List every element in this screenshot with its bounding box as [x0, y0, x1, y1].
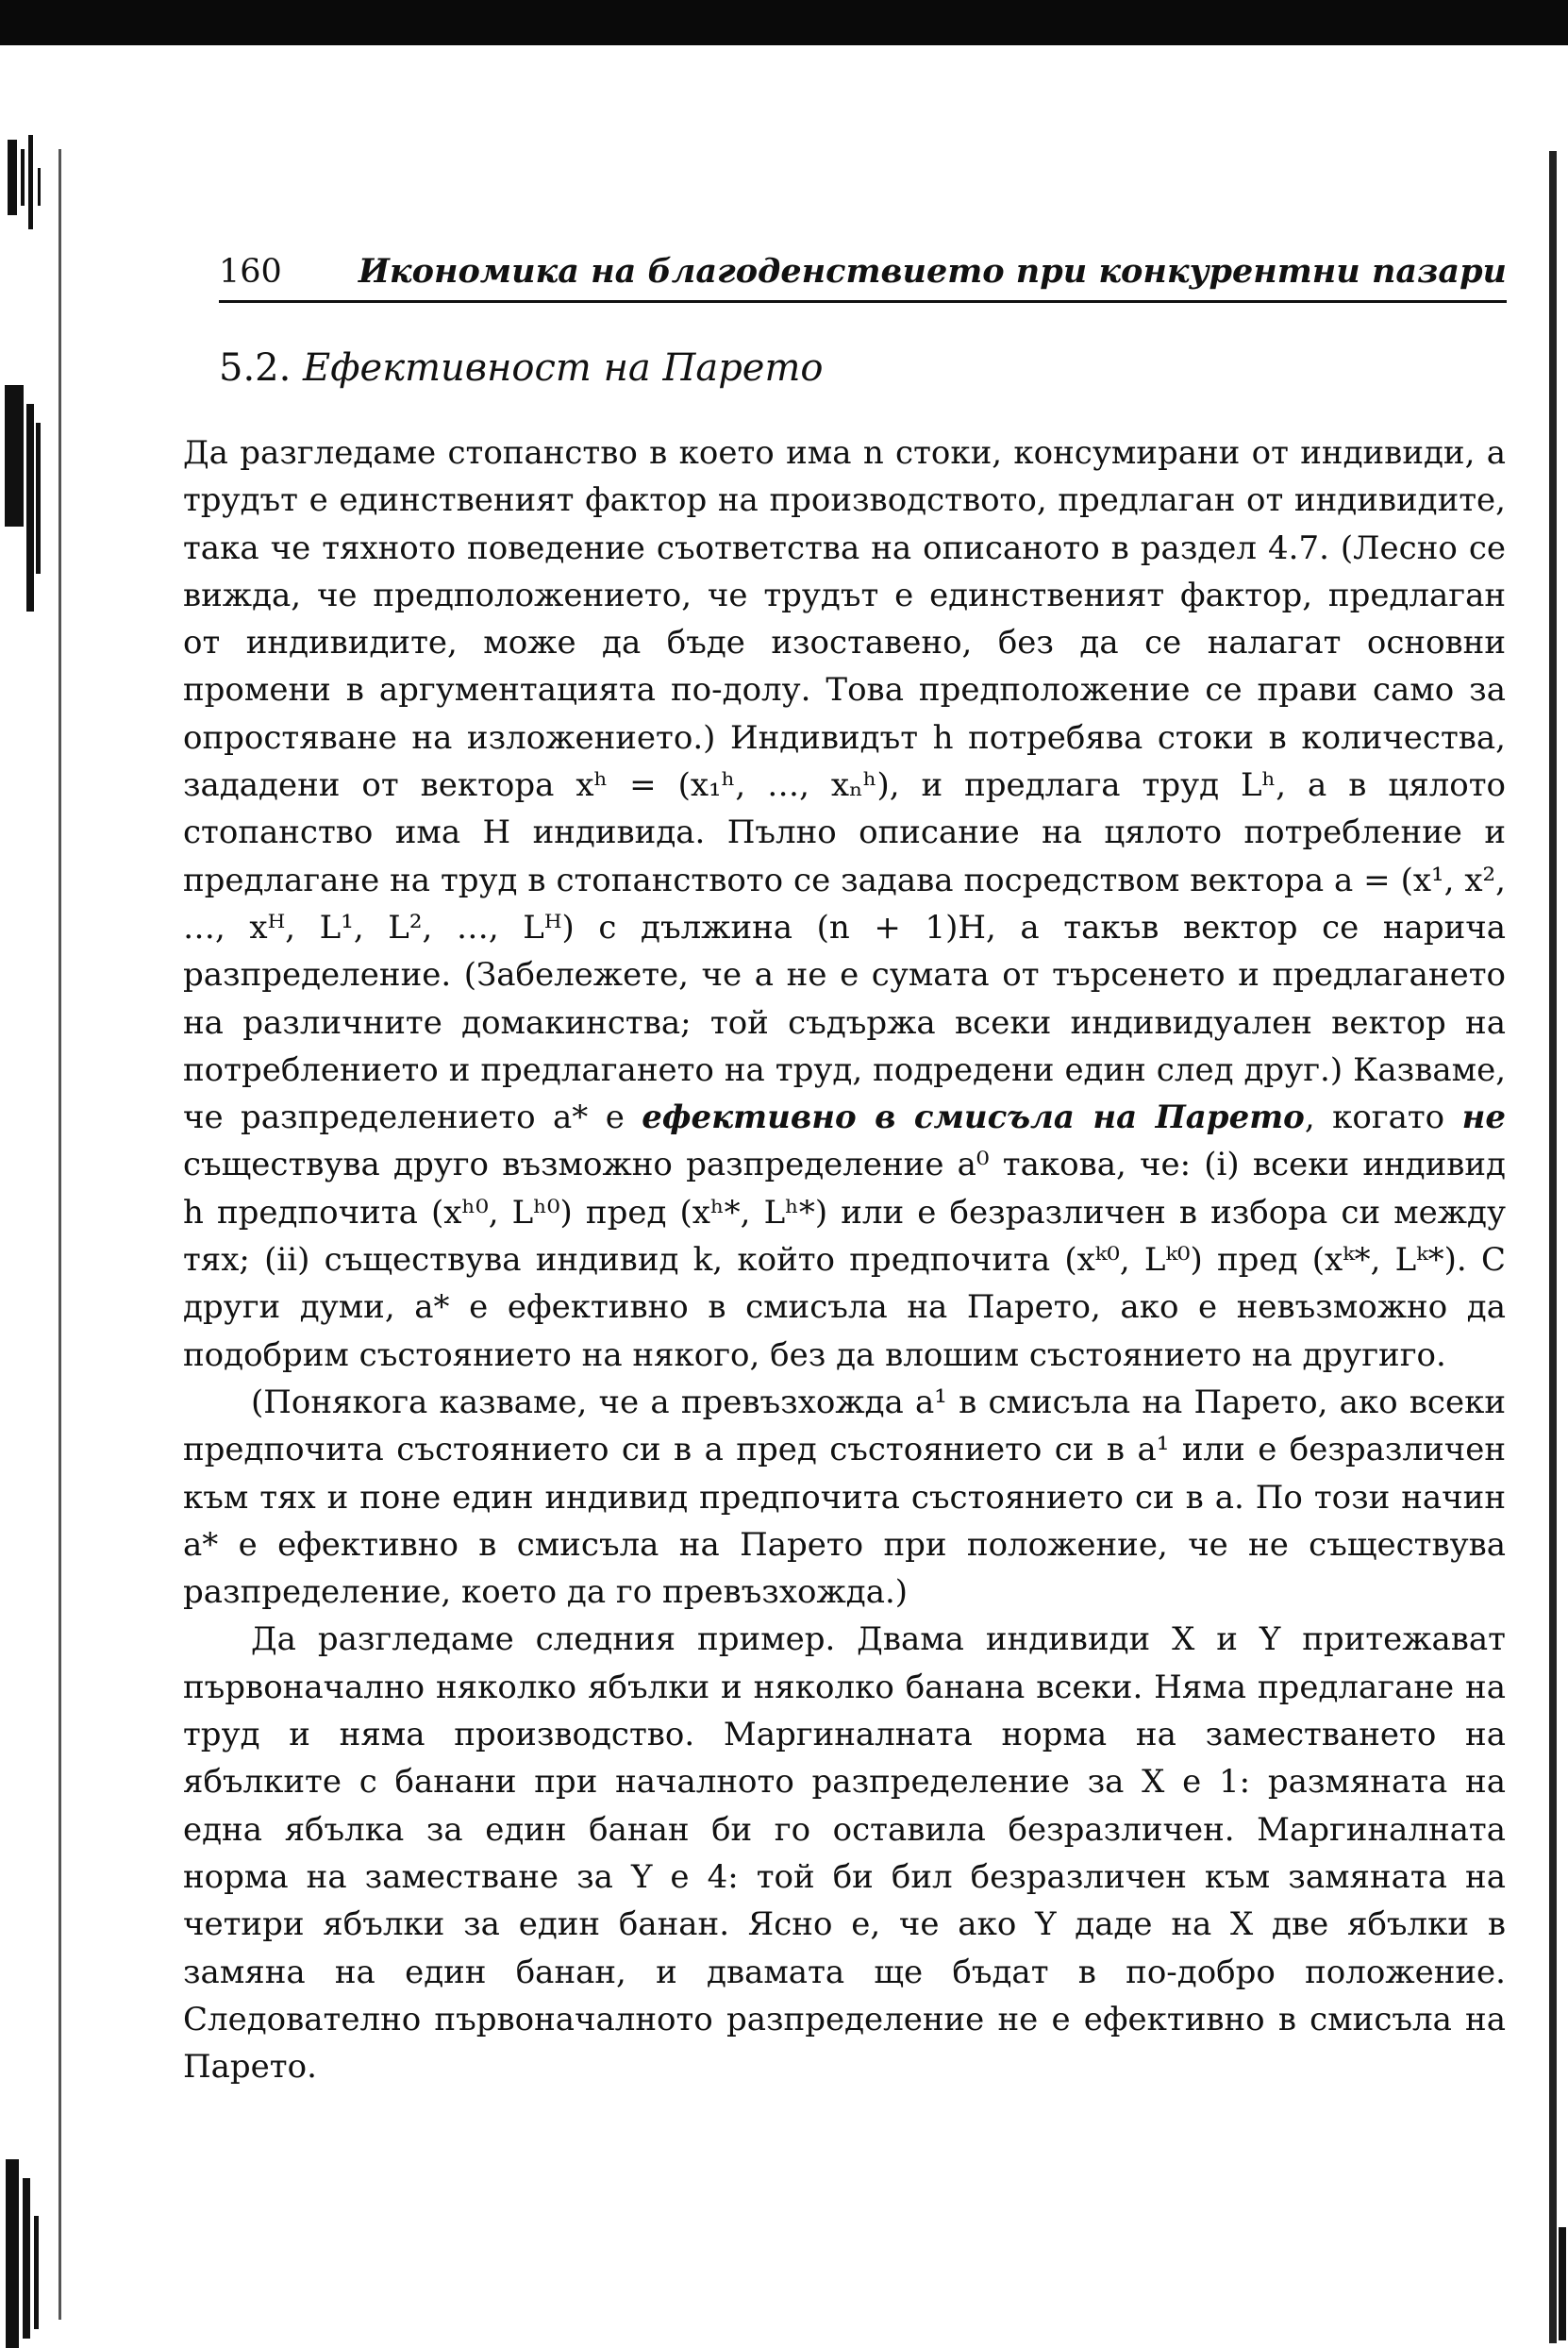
paragraph-2: (Понякога казваме, че a превъзхожда a¹ в смисъла на Парето, ако всеки предпочита състоянието си в a пред състоянието си в a¹ или е безразличен към тях и поне един индивид предпочита състоянието си в a. По този начин a* е ефективно в смисъла на Парето при положение, че не съществува разпределение, което да го превъзхожда.): [183, 1383, 1506, 1612]
emphasis-pareto-efficient: ефективно в смисъла на Парето: [642, 1099, 1305, 1137]
scan-right-edge: [1545, 151, 1568, 2343]
paragraph-1-part-1: Да разгледаме стопанство в което има n стоки, консумирани от индивиди, а трудът е единственият фактор на производството, предлаган от индивидите, така че тяхното поведение съответства на описаното в раздел 4.7. (Лесно се вижда, че предположението, че трудът е единственият фактор, предлаган от индивидите, може да бъде изоставено, без да се налагат основни промени в аргументацията по-долу. Това предположение се прави само за опростяване на изложението.) Индивидът h потребява стоки в количества, зададени от вектора xʰ = (x₁ʰ, …, xₙʰ), и предлага труд Lʰ, а в цялото стопанство има H индивида. Пълно описание на цялото потребление и предлагане на труд в стопанството се задава посредством вектора a = (x¹, x², …, xᴴ, L¹, L², …, Lᴴ) с дължина (n + 1)H, а такъв вектор се нарича разпределение. (Забележете, че a не е сумата от търсенето и предлагането на различните домакинства; той съдържа всеки индивидуален вектор на потреблението и предлагането на труд, подредени един след друг.) Казваме, че разпределението a* е: [183, 434, 1506, 1137]
paragraph-3: Да разгледаме следния пример. Двама индивиди X и Y притежават първоначално няколко ябълки и няколко банана всеки. Няма предлагане на труд и няма производство. Маргиналната норма на заместването на ябълките с банани при началното разпределение за X е 1: размяната на една ябълка за един банан би го оставила безразличен. Маргиналната норма на заместване за Y е 4: той би бил безразличен към замяната на четири ябълки за един банан. Ясно е, че ако Y даде на X две ябълки в замяна на един банан, и двамата ще бъдат в по-добро положение. Следователно първоначалното разпределение не е ефективно в смисъла на Парето.: [183, 1620, 1506, 2087]
section-title: Ефективност на Парето: [303, 346, 824, 390]
paragraph-1: [183, 429, 1506, 1379]
body-text: [183, 429, 1506, 2090]
scan-left-edge: [0, 45, 75, 2343]
page-number: 160: [219, 253, 282, 291]
running-title: Икономика на благоденствието при конкурентни пазари: [358, 252, 1507, 291]
running-header: [219, 243, 1507, 303]
paragraph-1-part-3: съществува друго възможно разпределение a⁰ такова, че: (i) всеки индивид h предпочита (xʰ⁰, Lʰ⁰) пред (xʰ*, Lʰ*) или е безразличен в избора си между тях; (ii) съществува индивид k, който предпочита (xᵏ⁰, Lᵏ⁰) пред (xᵏ*, Lᵏ*). С други думи, a* е ефективно в смисъла на Парето, ако е невъзможно да подобрим състоянието на някого, без да влошим състоянието на другиго.: [183, 1146, 1506, 1374]
scan-top-border: [0, 0, 1568, 45]
emphasis-not: не: [1461, 1099, 1506, 1137]
section-number: 5.2.: [219, 346, 292, 390]
section-heading: [219, 340, 824, 396]
paragraph-1-part-2: , когато: [1304, 1099, 1445, 1137]
